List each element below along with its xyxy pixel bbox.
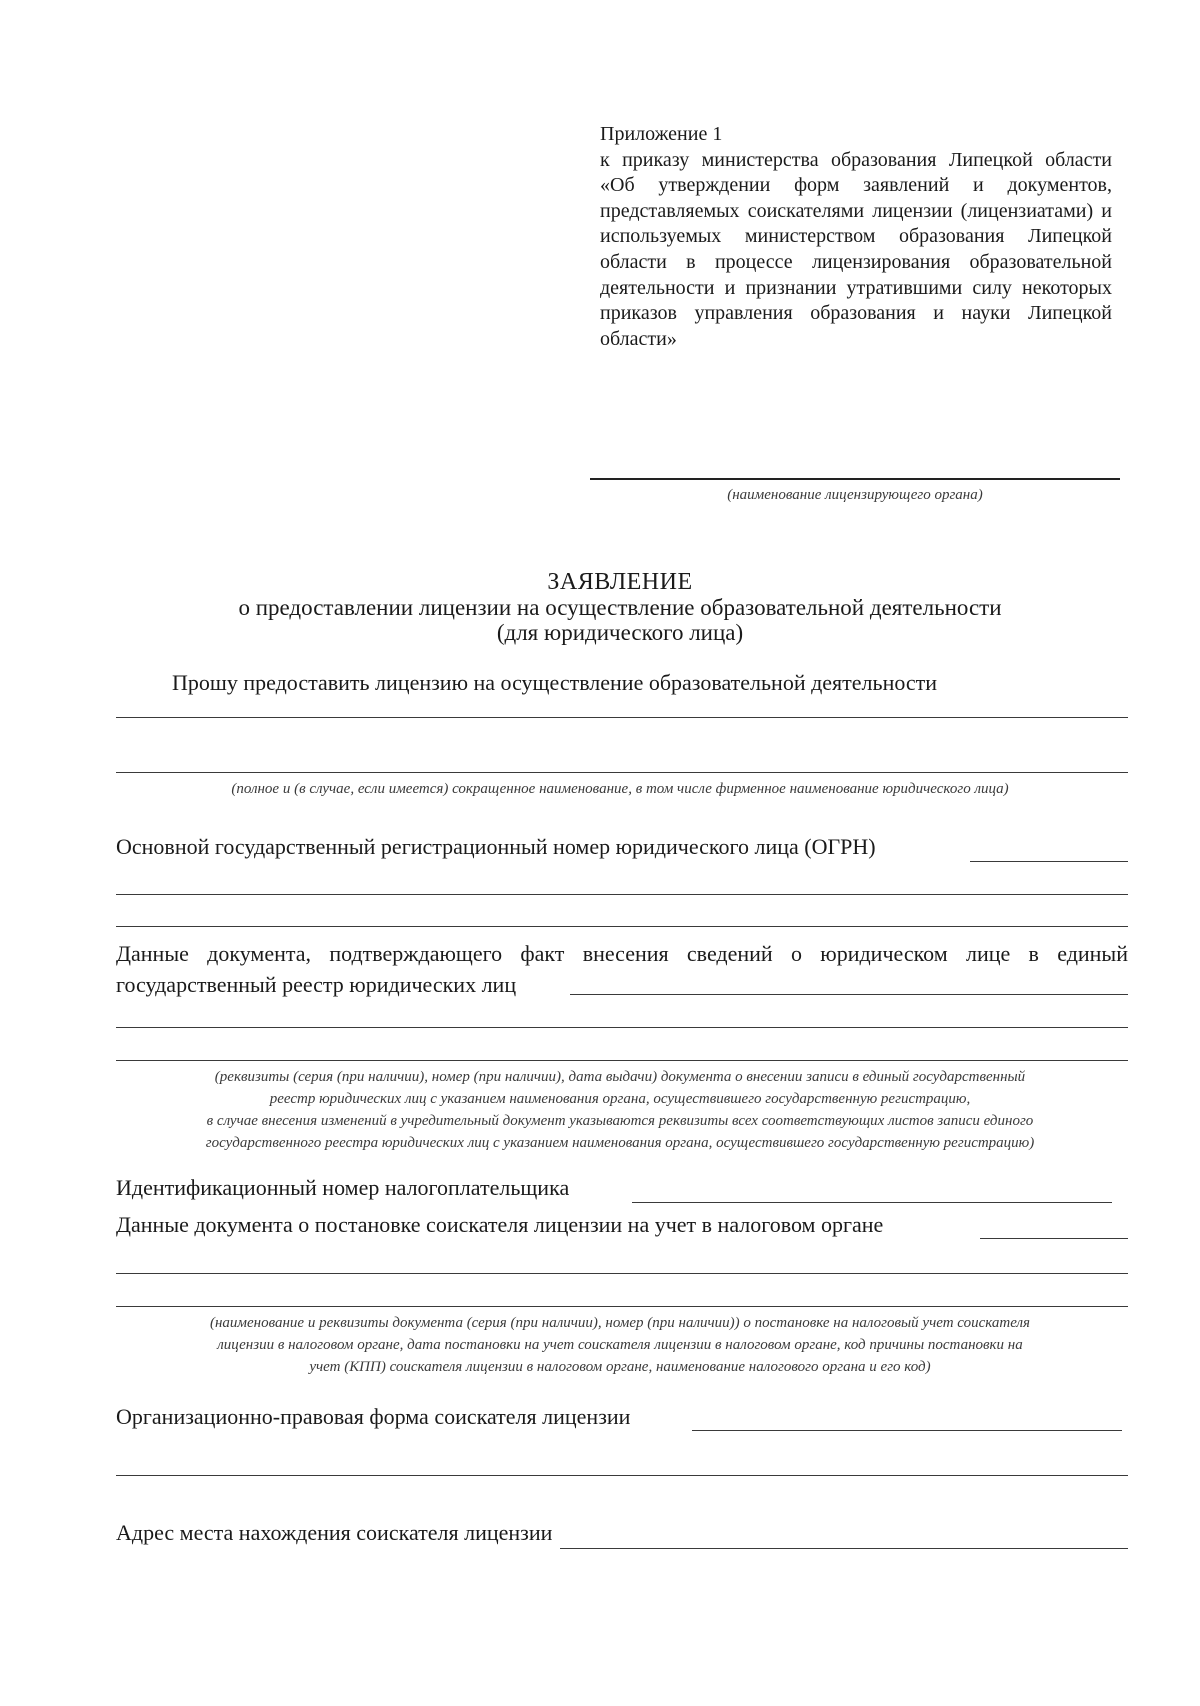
- inn-label: Идентификационный номер налогоплательщика: [116, 1175, 570, 1200]
- document-title: [0, 570, 1200, 645]
- legal-name-field-2[interactable]: [116, 772, 1128, 773]
- tax-registration-caption: [110, 1312, 1130, 1378]
- appendix-block: [600, 122, 1112, 352]
- legal-form-extra-field[interactable]: [116, 1475, 1128, 1476]
- tax-caption-line-2: лицензии в налоговом органе, дата постановки на учет соискателя лицензии в налоговом органе, код причины постановки на: [217, 1337, 1023, 1353]
- tax-registration-field[interactable]: [980, 1238, 1128, 1239]
- tax-registration-extra-field-2[interactable]: [116, 1306, 1128, 1307]
- registry-label-line-1: Данные документа, подтверждающего факт внесения сведений о юридическом лице в единый: [116, 941, 1128, 966]
- registry-caption-line-3: в случае внесения изменений в учредительный документ указываются реквизиты всех соответствующих листов записи единого: [206, 1113, 1034, 1129]
- ogrn-extra-field-1[interactable]: [116, 894, 1128, 895]
- title-word: ЗАЯВЛЕНИЕ: [547, 569, 693, 595]
- legal-name-field-1[interactable]: [116, 717, 1128, 718]
- registry-caption-line-4: государственного реестра юридических лиц с указанием наименования органа, осуществившего государственную регистрацию): [205, 1135, 1035, 1151]
- ogrn-field[interactable]: [970, 861, 1128, 862]
- registry-caption-line-1: (реквизиты (серия (при наличии), номер (при наличии), дата выдачи) документа о внесении записи в единый государственный: [214, 1069, 1026, 1085]
- registry-extra-field-2[interactable]: [116, 1060, 1128, 1061]
- address-field[interactable]: [560, 1548, 1128, 1549]
- tax-caption-line-1: (наименование и реквизиты документа (серия (при наличии), номер (при наличии)) о постановке на налоговый учет соискателя: [209, 1315, 1031, 1331]
- legal-form-field[interactable]: [692, 1430, 1122, 1431]
- registry-label-line-2: государственный реестр юридических лиц: [116, 972, 517, 997]
- appendix-heading: Приложение 1: [600, 123, 723, 145]
- inn-field[interactable]: [632, 1202, 1112, 1203]
- tax-registration-label: Данные документа о постановке соискателя лицензии на учет в налоговом органе: [116, 1212, 884, 1237]
- legal-name-caption: (полное и (в случае, если имеется) сокращенное наименование, в том числе фирменное наименование юридического лица): [231, 781, 1009, 797]
- registry-field[interactable]: [570, 994, 1128, 995]
- tax-registration-extra-field-1[interactable]: [116, 1273, 1128, 1274]
- tax-caption-line-3: учет (КПП) соискателя лицензии в налоговом органе, наименование налогового органа и его код): [309, 1359, 931, 1375]
- appendix-text: к приказу министерства образования Липецкой области «Об утверждении форм заявлений и документов, представляемых соискателями лицензии (лицензиатами) и используемых министерством образования Липецкой области в процессе лицензирования образовательной деятельности и признании утратившими силу некоторых приказов управления образования и науки Липецкой области»: [600, 148, 1112, 350]
- registry-extra-field-1[interactable]: [116, 1027, 1128, 1028]
- title-line-2: (для юридического лица): [496, 620, 744, 645]
- registry-label: [116, 938, 1128, 1000]
- ogrn-extra-field-2[interactable]: [116, 926, 1128, 927]
- licensing-body-caption: (наименование лицензирующего органа): [727, 487, 983, 503]
- registry-caption: [110, 1066, 1130, 1154]
- title-line-1: о предоставлении лицензии на осуществление образовательной деятельности: [238, 595, 1002, 620]
- registry-caption-line-2: реестр юридических лиц с указанием наименования органа, осуществившего государственную регистрацию,: [269, 1091, 971, 1107]
- request-text: Прошу предоставить лицензию на осуществление образовательной деятельности: [172, 670, 938, 695]
- legal-form-label: Организационно-правовая форма соискателя лицензии: [116, 1404, 631, 1429]
- ogrn-label: Основной государственный регистрационный номер юридического лица (ОГРН): [116, 834, 876, 859]
- address-label: Адрес места нахождения соискателя лицензии: [116, 1520, 553, 1545]
- licensing-body-field[interactable]: [590, 478, 1120, 480]
